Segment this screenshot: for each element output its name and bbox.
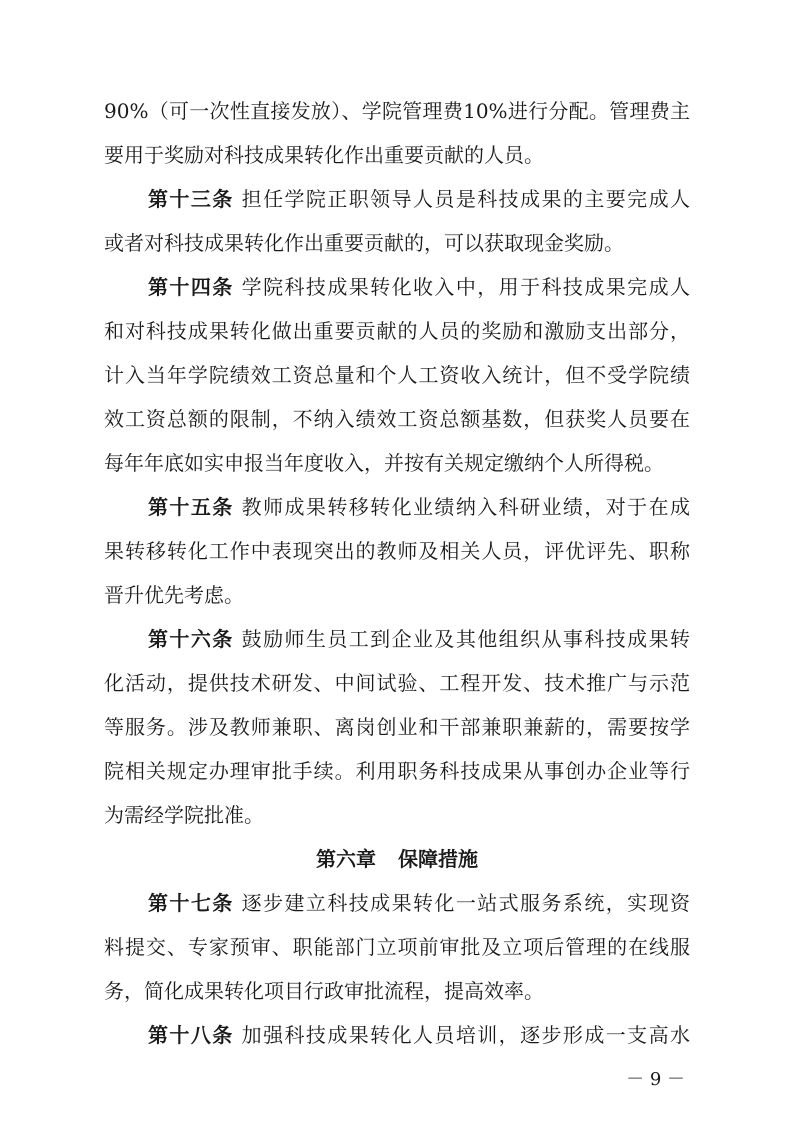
body-line: 化活动，提供技术研发、中间试验、工程开发、技术推广与示范 xyxy=(104,671,690,695)
body-line: 院相关规定办理审批手续。利用职务科技成果从事创办企业等行 xyxy=(104,759,690,783)
article-16-label: 第十六条 xyxy=(148,627,234,651)
chapter-heading xyxy=(104,837,690,881)
article-16-first-line: 第十六条 鼓励师生员工到企业及其他组织从事科技成果转 xyxy=(148,627,690,651)
article-14-label: 第十四条 xyxy=(148,275,234,299)
body-line: 计入当年学院绩效工资总量和个人工资收入统计，但不受学院绩 xyxy=(104,363,690,387)
body-line: 和对科技成果转化做出重要贡献的人员的奖励和激励支出部分， xyxy=(104,319,690,343)
article-14-first-line: 第十四条 学院科技成果转化收入中，用于科技成果完成人 xyxy=(148,275,690,299)
article-18-first-line: 第十八条 加强科技成果转化人员培训，逐步形成一支高水 xyxy=(148,1023,690,1047)
article-13-label: 第十三条 xyxy=(148,187,234,211)
body-line: 等服务。涉及教师兼职、离岗创业和干部兼职兼薪的，需要按学 xyxy=(104,715,690,739)
chapter-title: 保障措施 xyxy=(398,847,478,871)
body-line: 要用于奖励对科技成果转化作出重要贡献的人员。 xyxy=(104,143,544,167)
body-line: 果转移转化工作中表现突出的教师及相关人员，评优评先、职称 xyxy=(104,539,690,563)
article-17-first-line: 第十七条 逐步建立科技成果转化一站式服务系统，实现资 xyxy=(148,891,690,915)
article-18-label: 第十八条 xyxy=(148,1023,234,1047)
body-line: 每年年底如实申报当年度收入，并按有关规定缴纳个人所得税。 xyxy=(104,451,664,475)
body-line: 为需经学院批准。 xyxy=(104,803,264,827)
body-line: 务，简化成果转化项目行政审批流程，提高效率。 xyxy=(104,979,544,1003)
body-line: 效工资总额的限制，不纳入绩效工资总额基数，但获奖人员要在 xyxy=(104,407,690,431)
body-line: 90%（可一次性直接发放）、学院管理费10%进行分配。管理费主 xyxy=(104,99,690,123)
body-line: 或者对科技成果转化作出重要贡献的，可以获取现金奖励。 xyxy=(104,231,624,255)
article-13-first-line: 第十三条 担任学院正职领导人员是科技成果的主要完成人 xyxy=(148,187,690,211)
article-17-label: 第十七条 xyxy=(148,891,234,915)
chapter-number: 第六章 xyxy=(316,847,376,871)
article-15-first-line: 第十五条 教师成果转移转化业绩纳入科研业绩，对于在成 xyxy=(148,495,690,519)
body-line: 料提交、专家预审、职能部门立项前审批及立项后管理的在线服 xyxy=(104,935,690,959)
body-line: 晋升优先考虑。 xyxy=(104,583,244,607)
page-number: － 9 － xyxy=(626,1069,685,1090)
article-15-label: 第十五条 xyxy=(148,495,234,519)
